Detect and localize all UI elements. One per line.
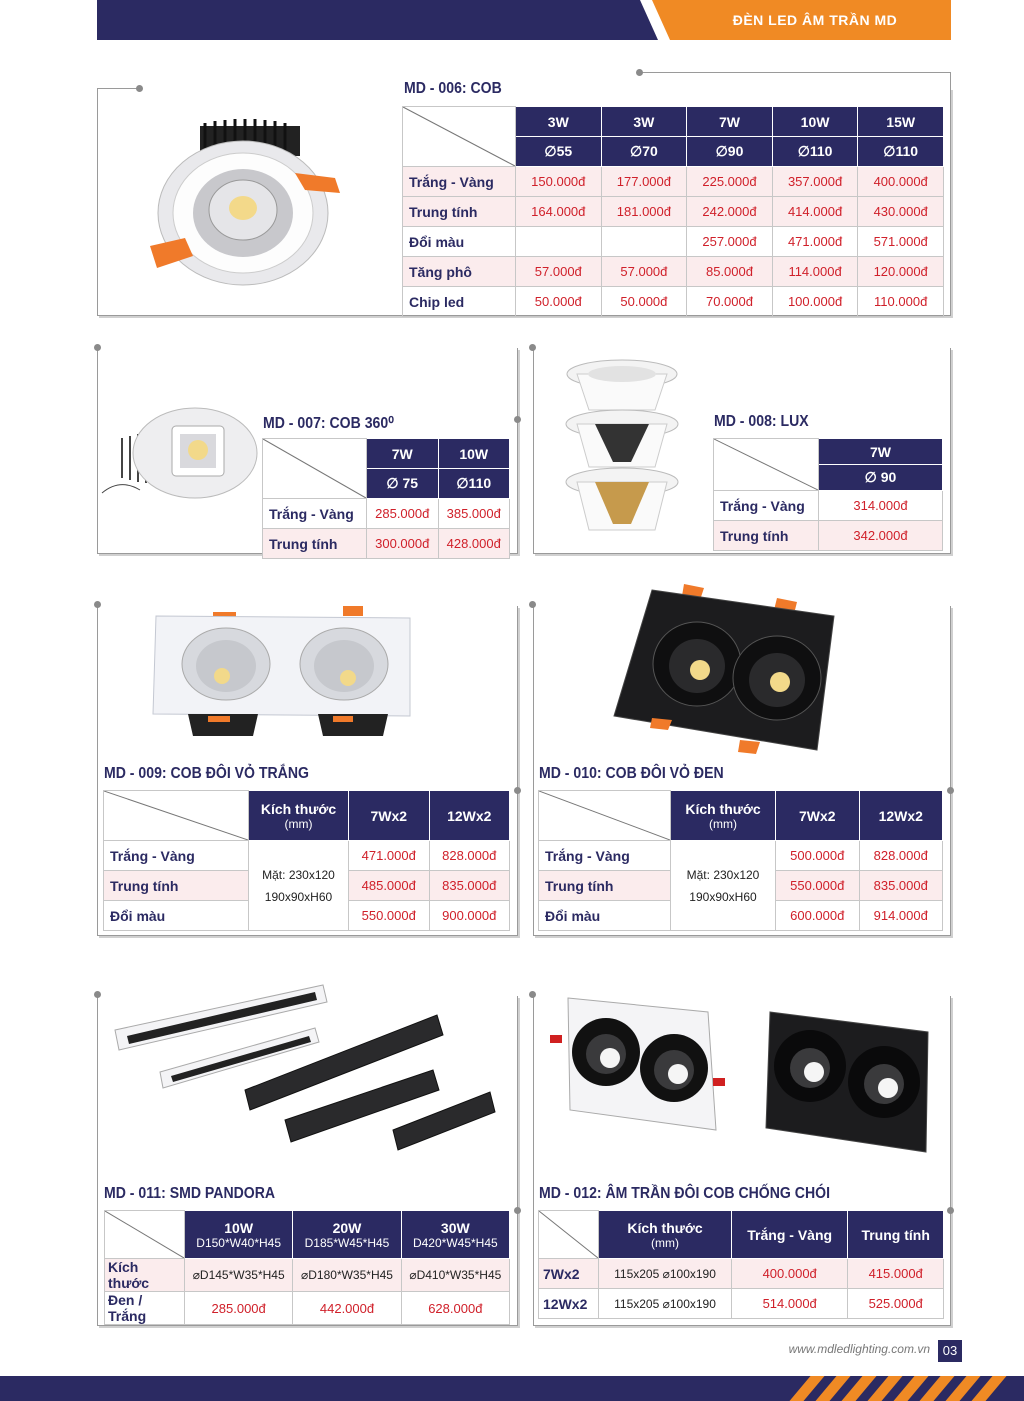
table-row xyxy=(714,491,943,521)
price-cell: 442.000đ xyxy=(293,1292,401,1325)
price-cell: 225.000đ xyxy=(687,167,773,197)
price-cell: 400.000đ xyxy=(732,1259,848,1289)
size-header-label: Kích thước xyxy=(685,800,761,817)
md006-product-photo xyxy=(145,118,355,293)
md007-dot-right xyxy=(514,416,521,423)
price-cell: 50.000đ xyxy=(516,287,602,317)
row-label: Đổi màu xyxy=(104,901,249,931)
md006-col-diameter: ∅110 xyxy=(858,137,944,167)
row-label: Kích thước xyxy=(105,1259,185,1292)
md006-line-top xyxy=(640,72,951,73)
md008-dot xyxy=(529,344,536,351)
cutout-icon: ⌀ xyxy=(662,1266,670,1281)
table-row xyxy=(539,1289,944,1319)
price-cell: 257.000đ xyxy=(687,227,773,257)
md012-price-table xyxy=(538,1210,944,1319)
price-cell: 600.000đ xyxy=(776,901,860,931)
md012-col-neutral: Trung tính xyxy=(848,1211,944,1259)
row-label: Đổi màu xyxy=(403,227,516,257)
table-row xyxy=(539,841,943,871)
price-cell: 485.000đ xyxy=(349,871,430,901)
price-cell: 357.000đ xyxy=(772,167,858,197)
md010-size-cell xyxy=(671,841,776,931)
md011-dot-right xyxy=(514,1207,521,1214)
table-row xyxy=(105,1292,510,1325)
price-cell: 285.000đ xyxy=(185,1292,293,1325)
md012-col-warm: Trắng - Vàng xyxy=(732,1211,848,1259)
table-row xyxy=(403,287,944,317)
row-label: Trung tính xyxy=(403,197,516,227)
md012-product-photo xyxy=(548,990,943,1155)
md011-title: MD - 011: SMD PANDORA xyxy=(104,1185,276,1202)
table-row xyxy=(714,521,943,551)
size-text: 115x205 xyxy=(614,1296,660,1311)
price-cell: 57.000đ xyxy=(516,257,602,287)
row-label: Trung tính xyxy=(714,521,819,551)
page-title: ĐÈN LED ÂM TRẦN MD xyxy=(732,12,898,28)
md011-col-header xyxy=(401,1211,509,1259)
md011-price-table xyxy=(104,1210,510,1325)
row-label: Đổi màu xyxy=(539,901,671,931)
row-label: Tăng phô xyxy=(403,257,516,287)
size-text: D180*W35*H45 xyxy=(308,1268,393,1282)
md006-title: MD - 006: COB xyxy=(404,80,502,97)
size-line: Mặt: 230x120 xyxy=(262,867,335,882)
size-cell xyxy=(185,1259,293,1292)
price-cell: 57.000đ xyxy=(601,257,687,287)
md007-col-watt: 7W xyxy=(367,439,439,469)
table-row xyxy=(403,257,944,287)
price-cell: 914.000đ xyxy=(859,901,943,931)
col-dimension: D185*W45*H45 xyxy=(304,1235,390,1250)
col-watt: 20W xyxy=(332,1219,362,1236)
price-cell: 514.000đ xyxy=(732,1289,848,1319)
md007-price-table xyxy=(262,438,510,559)
price-cell: 525.000đ xyxy=(848,1289,944,1319)
price-cell: 181.000đ xyxy=(601,197,687,227)
row-label: 12Wx2 xyxy=(539,1289,599,1319)
md009-size-header xyxy=(249,791,349,841)
md012-title: MD - 012: ÂM TRẦN ĐÔI COB CHỐNG CHÓI xyxy=(539,1185,830,1202)
size-text: D410*W35*H45 xyxy=(416,1268,502,1282)
md012-size-header xyxy=(599,1211,732,1259)
cutout-icon: ⌀ xyxy=(192,1268,200,1282)
price-cell: 471.000đ xyxy=(349,841,430,871)
price-cell: 571.000đ xyxy=(858,227,944,257)
price-cell: 428.000đ xyxy=(438,529,510,559)
md009-dot-right xyxy=(514,787,521,794)
md008-product-photo xyxy=(555,352,690,542)
md011-col-header xyxy=(293,1211,401,1259)
price-cell: 242.000đ xyxy=(687,197,773,227)
md007-col-watt: 10W xyxy=(438,439,510,469)
size-line: 190x90xH60 xyxy=(264,889,333,904)
price-cell: 414.000đ xyxy=(772,197,858,227)
size-header-unit: (mm) xyxy=(651,1235,679,1250)
md009-col-7w: 7Wx2 xyxy=(349,791,430,841)
row-label: Đen / Trắng xyxy=(105,1292,185,1325)
md010-col-12w: 12Wx2 xyxy=(859,791,943,841)
md008-col-diameter: ∅ 90 xyxy=(819,465,943,491)
md006-col-diameter: ∅110 xyxy=(772,137,858,167)
table-row xyxy=(263,529,510,559)
price-cell: 100.000đ xyxy=(772,287,858,317)
row-label: Chip led xyxy=(403,287,516,317)
cutout-text: 100x190 xyxy=(669,1296,716,1311)
price-cell: 835.000đ xyxy=(859,871,943,901)
md009-price-table xyxy=(103,790,510,931)
price-cell: 342.000đ xyxy=(819,521,943,551)
table-row xyxy=(539,1259,944,1289)
md010-dot-right xyxy=(947,787,954,794)
col-watt: 10W xyxy=(224,1219,254,1236)
md007-dot xyxy=(94,344,101,351)
price-cell xyxy=(601,227,687,257)
cutout-icon: ⌀ xyxy=(409,1268,417,1282)
size-text: D145*W35*H45 xyxy=(199,1268,285,1282)
md007-col-diameter: ∅110 xyxy=(438,469,510,499)
md012-dot-right xyxy=(947,1207,954,1214)
size-cell xyxy=(599,1259,732,1289)
md011-dot xyxy=(94,991,101,998)
price-cell: 471.000đ xyxy=(772,227,858,257)
md008-col-watt: 7W xyxy=(819,439,943,465)
price-cell: 285.000đ xyxy=(367,499,439,529)
price-cell: 415.000đ xyxy=(848,1259,944,1289)
md008-price-table xyxy=(713,438,943,551)
row-label: 7Wx2 xyxy=(539,1259,599,1289)
page-number: 03 xyxy=(938,1340,962,1362)
md008-corner-cell xyxy=(714,439,819,491)
price-cell: 550.000đ xyxy=(776,871,860,901)
md009-corner-cell xyxy=(104,791,249,841)
table-row xyxy=(403,227,944,257)
md007-title: MD - 007: COB 360⁰ xyxy=(263,415,394,432)
price-cell: 430.000đ xyxy=(858,197,944,227)
price-cell: 828.000đ xyxy=(859,841,943,871)
row-label: Trắng - Vàng xyxy=(539,841,671,871)
footer-url[interactable]: www.mdledlighting.com.vn xyxy=(788,1342,930,1356)
md012-corner-cell xyxy=(539,1211,599,1259)
price-cell: 550.000đ xyxy=(349,901,430,931)
md010-title: MD - 010: COB ĐÔI VỎ ĐEN xyxy=(539,765,724,782)
md008-title: MD - 008: LUX xyxy=(714,413,809,430)
row-label: Trung tính xyxy=(104,871,249,901)
cutout-icon: ⌀ xyxy=(301,1268,309,1282)
size-header-unit: (mm) xyxy=(709,816,737,831)
size-header-unit: (mm) xyxy=(284,816,313,831)
row-label: Trung tính xyxy=(263,529,367,559)
price-cell: 50.000đ xyxy=(601,287,687,317)
md006-price-table xyxy=(402,106,944,317)
md006-line-right xyxy=(950,72,951,89)
md009-dot xyxy=(94,601,101,608)
md006-col-diameter: ∅90 xyxy=(687,137,773,167)
table-row xyxy=(263,499,510,529)
price-cell: 835.000đ xyxy=(429,871,510,901)
price-cell: 150.000đ xyxy=(516,167,602,197)
size-line: Mặt: 230x120 xyxy=(686,867,760,882)
price-cell: 110.000đ xyxy=(858,287,944,317)
size-cell xyxy=(401,1259,509,1292)
row-label: Trắng - Vàng xyxy=(104,841,249,871)
md006-col-diameter: ∅55 xyxy=(516,137,602,167)
price-cell: 500.000đ xyxy=(776,841,860,871)
price-cell xyxy=(516,227,602,257)
md009-product-photo xyxy=(148,604,418,744)
md012-dot xyxy=(529,991,536,998)
md010-product-photo xyxy=(612,578,837,758)
price-cell: 828.000đ xyxy=(429,841,510,871)
md006-col-diameter: ∅70 xyxy=(601,137,687,167)
md010-size-header xyxy=(671,791,776,841)
price-cell: 85.000đ xyxy=(687,257,773,287)
row-label: Trắng - Vàng xyxy=(714,491,819,521)
row-label: Trắng - Vàng xyxy=(403,167,516,197)
price-cell: 628.000đ xyxy=(401,1292,509,1325)
cutout-text: 100x190 xyxy=(669,1266,716,1281)
md006-dot-top xyxy=(636,69,643,76)
size-header-label: Kích thước xyxy=(260,800,337,817)
md010-dot xyxy=(529,601,536,608)
md006-col-watt: 15W xyxy=(858,107,944,137)
md010-price-table xyxy=(538,790,943,931)
col-dimension: D420*W45*H45 xyxy=(412,1235,498,1250)
price-cell: 385.000đ xyxy=(438,499,510,529)
md007-col-diameter: ∅ 75 xyxy=(367,469,439,499)
price-cell: 314.000đ xyxy=(819,491,943,521)
price-cell: 400.000đ xyxy=(858,167,944,197)
price-cell: 300.000đ xyxy=(367,529,439,559)
md010-col-7w: 7Wx2 xyxy=(776,791,860,841)
size-text: 115x205 xyxy=(614,1266,660,1281)
col-watt: 30W xyxy=(440,1219,470,1236)
md006-col-watt: 10W xyxy=(772,107,858,137)
md006-col-watt: 7W xyxy=(687,107,773,137)
row-label: Trung tính xyxy=(539,871,671,901)
md006-line-left xyxy=(97,88,139,89)
price-cell: 114.000đ xyxy=(772,257,858,287)
md007-product-photo xyxy=(100,398,260,503)
price-cell: 70.000đ xyxy=(687,287,773,317)
md006-col-watt: 3W xyxy=(516,107,602,137)
md009-size-cell xyxy=(249,841,349,931)
row-label: Trắng - Vàng xyxy=(263,499,367,529)
md011-corner-cell xyxy=(105,1211,185,1259)
md011-col-header xyxy=(185,1211,293,1259)
md010-corner-cell xyxy=(539,791,671,841)
size-header-label: Kích thước xyxy=(627,1219,703,1236)
size-cell xyxy=(599,1289,732,1319)
col-dimension: D150*W40*H45 xyxy=(196,1235,282,1250)
table-row xyxy=(105,1259,510,1292)
table-row xyxy=(104,841,510,871)
price-cell: 120.000đ xyxy=(858,257,944,287)
size-cell xyxy=(293,1259,401,1292)
md006-dot-left xyxy=(136,85,143,92)
md009-title: MD - 009: COB ĐÔI VỎ TRẮNG xyxy=(104,765,309,782)
price-cell: 177.000đ xyxy=(601,167,687,197)
md007-corner-cell xyxy=(263,439,367,499)
md011-product-photo xyxy=(105,980,500,1165)
md009-col-12w: 12Wx2 xyxy=(429,791,510,841)
md006-col-watt: 3W xyxy=(601,107,687,137)
price-cell: 900.000đ xyxy=(429,901,510,931)
size-line: 190x90xH60 xyxy=(689,889,757,904)
price-cell: 164.000đ xyxy=(516,197,602,227)
table-row xyxy=(403,197,944,227)
cutout-icon: ⌀ xyxy=(662,1296,670,1311)
table-row xyxy=(403,167,944,197)
md006-corner-cell xyxy=(403,107,516,167)
